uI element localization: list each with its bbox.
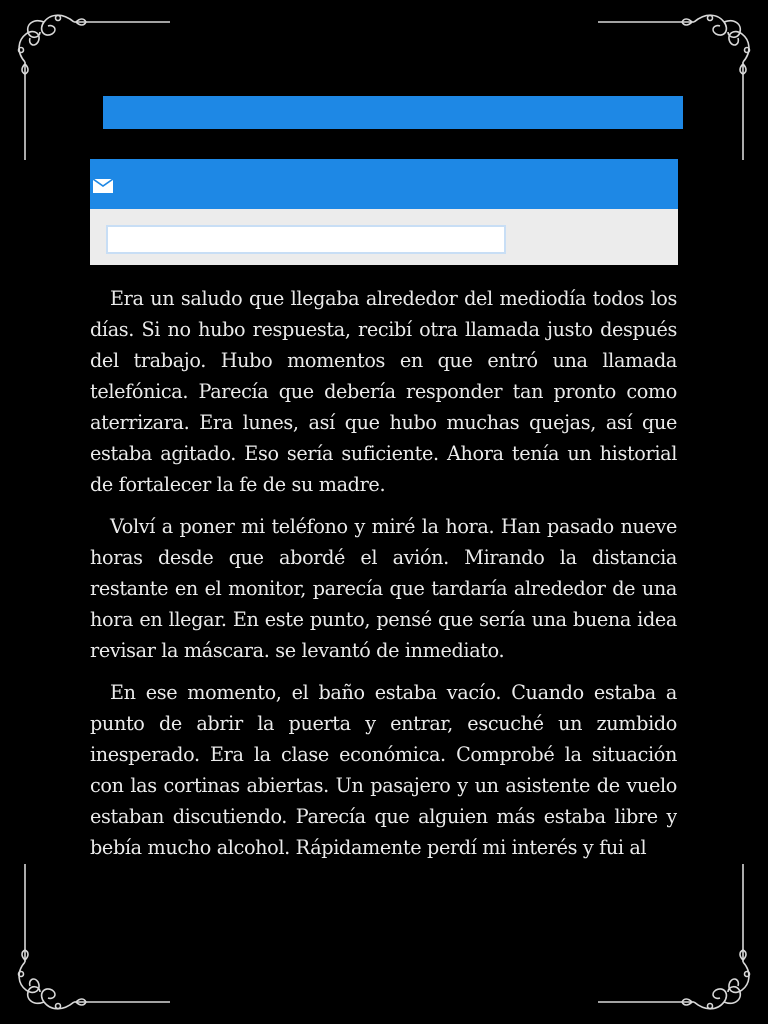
paragraph: Era un saludo que llegaba alrededor del mediodía todos los días. Si no hubo respuesta, recibí otra llamada justo después del trabajo. Hubo momentos en que entró una llamada telefónica. Parecía que debería responder tan pronto como aterrizara. Era lunes, así que hubo muchas quejas, así que estaba agitado. Eso sería suficiente. Ahora tenía un historial de fortalecer la fe de su madre. (90, 287, 677, 496)
top-banner-bar[interactable] (103, 96, 683, 129)
mail-panel-header (90, 159, 678, 209)
mail-panel (90, 159, 678, 265)
envelope-icon[interactable] (93, 178, 113, 192)
ornament-corner-top-right (594, 10, 754, 165)
ornament-corner-bottom-right (594, 859, 754, 1014)
paragraph: Volví a poner mi teléfono y miré la hora. Han pasado nueve horas desde que abordé el avión. Mirando la distancia restante en el monitor, parecía que tardaría alrededor de una hora en llegar. En este punto, pensé que sería una buena idea revisar la máscara. se levantó de inmediato. (90, 515, 677, 662)
ornament-corner-top-left (14, 10, 174, 165)
ornament-icon (14, 859, 174, 1014)
ornament-icon (594, 859, 754, 1014)
reading-content (90, 283, 677, 873)
mail-panel-body (90, 209, 678, 265)
ornament-corner-bottom-left (14, 859, 174, 1014)
mail-input-field[interactable] (106, 225, 506, 254)
ornament-icon (14, 10, 174, 165)
ornament-icon (594, 10, 754, 165)
paragraph: En ese momento, el baño estaba vacío. Cuando estaba a punto de abrir la puerta y entrar, escuché un zumbido inesperado. Era la clase económica. Comprobé la situación con las cortinas abiertas. Un pasajero y un asistente de vuelo estaban discutiendo. Parecía que alguien más estaba libre y bebía mucho alcohol. Rápidamente perdí mi interés y fui al (90, 681, 677, 859)
